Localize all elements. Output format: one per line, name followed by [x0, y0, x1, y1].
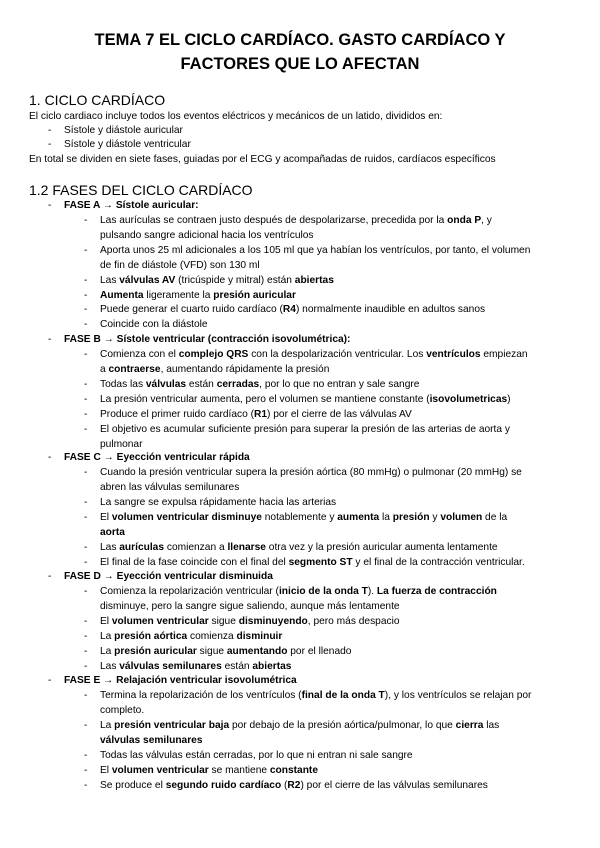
text-segment: notablemente y [261, 512, 338, 523]
bold-term: isovolumetricas [429, 394, 508, 405]
bold-term: onda P [447, 215, 482, 226]
item-bullet: - [84, 394, 88, 405]
phase-title: FASE D → Eyección ventricular disminuida [64, 571, 273, 582]
text-segment: y [429, 512, 441, 523]
text-segment: de la [482, 512, 508, 523]
item-bullet: - [84, 379, 88, 390]
text-segment: la [379, 512, 393, 523]
bold-term: abiertas [252, 661, 292, 672]
phase-title: FASE A → Sístole auricular: [64, 200, 199, 211]
text-segment: sigue [208, 616, 239, 627]
text-segment: pulsando sangre adicional hacia los ventrículos [100, 230, 314, 241]
text-segment: El final de la fase coincide con el final del [100, 557, 289, 568]
text-segment: las [483, 720, 500, 731]
section-2-heading: 1.2 FASES DEL CICLO CARDÍACO [29, 182, 253, 198]
phase-bullet: - [48, 571, 52, 582]
phase-title: FASE E → Relajación ventricular isovolumétrica [64, 675, 297, 686]
phase-item-line [100, 214, 492, 229]
phase-item-line [100, 764, 318, 779]
text-segment: ) normalmente inaudible en adultos sanos [295, 304, 486, 315]
text-segment: completo. [100, 705, 145, 716]
phase-item-line [100, 408, 412, 423]
item-bullet: - [84, 616, 88, 627]
bold-term: final de la onda T [301, 690, 385, 701]
bold-term: constante [269, 765, 318, 776]
text-segment: El [100, 512, 112, 523]
bold-term: complejo QRS [178, 349, 249, 360]
item-bullet: - [84, 245, 88, 256]
item-bullet: - [84, 780, 88, 791]
bold-term: abiertas [294, 275, 334, 286]
text-segment: (tricúspide y mitral) están [175, 275, 295, 286]
phase-item-line [100, 526, 125, 541]
bold-term: válvulas semilunares [119, 661, 222, 672]
text-segment: ), y los ventrículos se relajan por [384, 690, 532, 701]
phase-item-line [100, 229, 314, 244]
item-bullet: - [84, 215, 88, 226]
phase-item-line [100, 630, 282, 645]
phase-bullet: - [48, 452, 52, 463]
text-segment: La [100, 646, 115, 657]
item-bullet: - [84, 424, 88, 435]
text-segment: Las [100, 275, 120, 286]
phase-item-line [100, 734, 203, 749]
text-segment: ligeramente la [143, 290, 214, 301]
bold-term: volumen ventricular [111, 616, 209, 627]
phase-item-line [100, 749, 413, 764]
bold-term: volumen ventricular [111, 765, 209, 776]
section-1-item: Sístole y diástole auricular [64, 125, 183, 136]
item-bullet: - [84, 467, 88, 478]
text-segment: Se produce el [100, 780, 166, 791]
bold-term: aumenta [337, 512, 380, 523]
text-segment: Todas las válvulas están cerradas, por lo que ni entran ni sale sangre [100, 750, 413, 761]
text-segment: por el llenado [287, 646, 352, 657]
phase-item-line [100, 615, 400, 630]
phase-item-line [100, 318, 208, 333]
bold-term: segundo ruido cardíaco [165, 780, 282, 791]
bold-term: R2 [287, 780, 301, 791]
phase-item-line [100, 423, 510, 438]
phase-item-line [100, 689, 531, 704]
bold-term: presión [392, 512, 430, 523]
section-1-intro: El ciclo cardiaco incluye todos los eventos eléctricos y mecánicos de un latido, divididos en: [29, 111, 443, 122]
text-segment: ) por el cierre de las válvulas semilunares [300, 780, 488, 791]
text-segment: Las aurículas se contraen justo después de despolarizarse, precedida por la [100, 215, 448, 226]
list-bullet: - [48, 125, 52, 136]
phase-item-line [100, 556, 525, 571]
item-bullet: - [84, 512, 88, 523]
item-bullet: - [84, 631, 88, 642]
text-segment: La [100, 631, 115, 642]
phase-title: FASE C → Eyección ventricular rápida [64, 452, 250, 463]
text-segment: Termina la repolarización de los ventrículos ( [100, 690, 302, 701]
text-segment: El objetivo es acumular suficiente presión para superar la presión de las arterias de aorta y [100, 424, 510, 435]
bold-term: válvulas semilunares [100, 735, 203, 746]
item-bullet: - [84, 497, 88, 508]
bold-term: aumentando [226, 646, 288, 657]
phase-item-line [100, 259, 260, 274]
bold-term: R4 [282, 304, 296, 315]
text-segment: ). [367, 586, 377, 597]
bold-term: llenarse [227, 542, 266, 553]
bold-term: La fuerza de contracción [376, 586, 497, 597]
text-segment: , aumentando rápidamente la presión [160, 364, 330, 375]
text-segment: de fin de diástole (VFD) son 130 ml [100, 260, 260, 271]
item-bullet: - [84, 275, 88, 286]
bold-term: presión aórtica [114, 631, 188, 642]
text-segment: ) por el cierre de las válvulas AV [267, 409, 412, 420]
item-bullet: - [84, 750, 88, 761]
item-bullet: - [84, 319, 88, 330]
phase-item-line [100, 363, 329, 378]
bold-term: R1 [254, 409, 268, 420]
phase-bullet: - [48, 334, 52, 345]
phase-item-line [100, 719, 499, 734]
text-segment: ) [507, 394, 511, 405]
text-segment: a [100, 364, 109, 375]
bold-term: cerradas [216, 379, 260, 390]
text-segment: , por lo que no entran y sale sangre [259, 379, 420, 390]
phase-item-line [100, 704, 144, 719]
item-bullet: - [84, 720, 88, 731]
document-title [60, 28, 540, 76]
text-segment: Cuando la presión ventricular supera la presión aórtica (80 mmHg) o pulmonar (20 mmHg) se [100, 467, 522, 478]
phase-title: FASE B → Sístole ventricular (contracción isovolumétrica): [64, 334, 351, 345]
text-segment: se mantiene [208, 765, 270, 776]
bold-term: aorta [100, 527, 125, 538]
bold-term: contraerse [108, 364, 161, 375]
item-bullet: - [84, 304, 88, 315]
text-segment: Las [100, 661, 120, 672]
item-bullet: - [84, 646, 88, 657]
bold-term: volumen [440, 512, 483, 523]
item-bullet: - [84, 409, 88, 420]
text-segment: La [100, 720, 115, 731]
phase-item-line [100, 660, 291, 675]
phase-item-line [100, 244, 530, 259]
text-segment: disminuye, pero la sangre sigue saliendo, aunque más lentamente [100, 601, 400, 612]
text-segment: están [221, 661, 253, 672]
item-bullet: - [84, 661, 88, 672]
text-segment: La presión ventricular aumenta, pero el volumen se mantiene constante ( [100, 394, 430, 405]
text-segment: pulmonar [100, 439, 143, 450]
section-1-item: Sístole y diástole ventricular [64, 139, 191, 150]
text-segment: Comienza con el [100, 349, 179, 360]
text-segment: Produce el primer ruido cardíaco ( [100, 409, 255, 420]
phase-item-line [100, 645, 351, 660]
text-segment: abren las válvulas semilunares [100, 482, 240, 493]
text-segment: El [100, 616, 112, 627]
bold-term: válvulas AV [119, 275, 176, 286]
phase-item-line [100, 348, 528, 363]
text-segment: Aporta unos 25 ml adicionales a los 105 ml que ya habían los ventrículos, por tanto, el volumen [100, 245, 531, 256]
text-segment: La sangre se expulsa rápidamente hacia las arterias [100, 497, 337, 508]
bold-term: disminuir [236, 631, 283, 642]
bold-term: presión ventricular baja [114, 720, 230, 731]
bold-term: presión auricular [114, 646, 197, 657]
phase-item-line [100, 541, 498, 556]
text-segment: Todas las [100, 379, 146, 390]
list-bullet: - [48, 139, 52, 150]
text-segment: y el final de la contracción ventricular. [352, 557, 525, 568]
bold-term: volumen ventricular disminuye [111, 512, 262, 523]
text-segment: otra vez y la presión auricular aumenta lentamente [265, 542, 498, 553]
bold-term: inicio de la onda T [278, 586, 368, 597]
text-segment: con la despolarización ventricular. Los [248, 349, 427, 360]
item-bullet: - [84, 690, 88, 701]
phase-item-line [100, 378, 419, 393]
text-segment: El [100, 765, 112, 776]
text-segment: Coincide con la diástole [100, 319, 208, 330]
title-line-2: FACTORES QUE LO AFECTAN [180, 55, 420, 73]
phase-bullet: - [48, 200, 52, 211]
phase-item-line [100, 511, 507, 526]
section-1-heading: 1. CICLO CARDÍACO [29, 92, 166, 108]
text-segment: ( [281, 780, 288, 791]
bold-term: ventrículos [426, 349, 481, 360]
item-bullet: - [84, 349, 88, 360]
phase-item-line [100, 585, 497, 600]
phase-item-line [100, 289, 296, 304]
item-bullet: - [84, 290, 88, 301]
item-bullet: - [84, 557, 88, 568]
text-segment: comienzan a [164, 542, 228, 553]
phase-item-line [100, 303, 485, 318]
phase-item-line [100, 496, 336, 511]
phase-bullet: - [48, 675, 52, 686]
bold-term: válvulas [145, 379, 187, 390]
bold-term: disminuyendo [238, 616, 308, 627]
text-segment: por debajo de la presión aórtica/pulmonar, lo que [229, 720, 456, 731]
item-bullet: - [84, 542, 88, 553]
item-bullet: - [84, 765, 88, 776]
phase-item-line [100, 393, 511, 408]
phase-item-line [100, 600, 400, 615]
phase-item-line [100, 481, 239, 496]
text-segment: Las [100, 542, 120, 553]
item-bullet: - [84, 586, 88, 597]
title-line-1: TEMA 7 EL CICLO CARDÍACO. GASTO CARDÍACO Y [94, 31, 506, 49]
text-segment: Puede generar el cuarto ruido cardíaco ( [100, 304, 283, 315]
section-1-outro: En total se dividen en siete fases, guiadas por el ECG y acompañadas de ruidos, cardíacos específicos [29, 154, 496, 165]
bold-term: cierra [455, 720, 484, 731]
text-segment: comienza [187, 631, 237, 642]
text-segment: sigue [196, 646, 227, 657]
phase-item-line [100, 274, 334, 289]
text-segment: Comienza la repolarización ventricular ( [100, 586, 279, 597]
phase-item-line [100, 779, 488, 794]
text-segment: están [186, 379, 217, 390]
text-segment: , y [481, 215, 492, 226]
bold-term: presión auricular [213, 290, 296, 301]
text-segment: , pero más despacio [307, 616, 400, 627]
bold-term: Aumenta [100, 290, 144, 301]
phase-item-line [100, 466, 522, 481]
text-segment: empiezan [480, 349, 528, 360]
bold-term: segmento ST [288, 557, 353, 568]
bold-term: aurículas [119, 542, 165, 553]
